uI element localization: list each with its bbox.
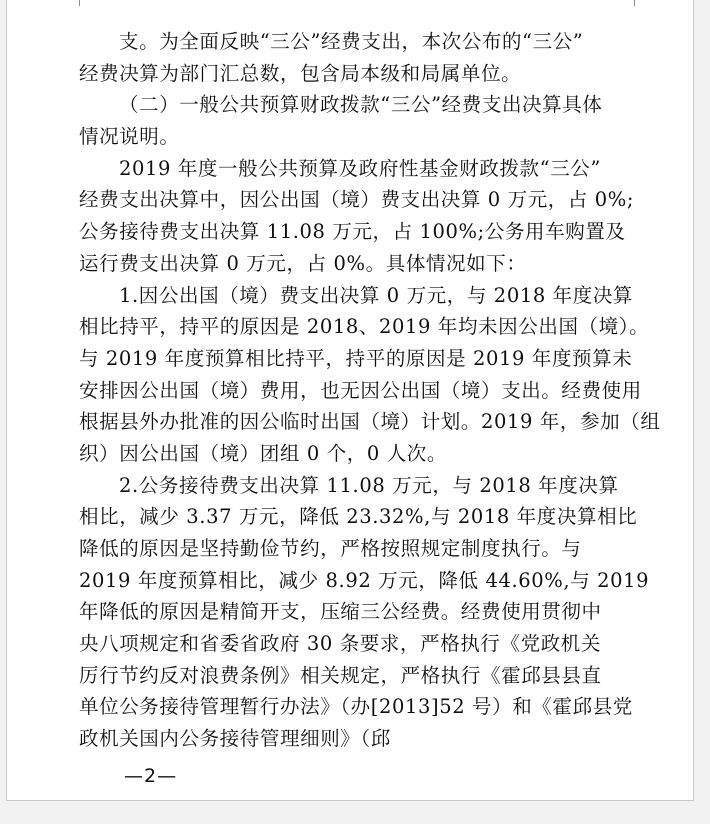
text-line: 相比持平，持平的原因是 2018、2019 年均未因公出国（境）。 — [79, 315, 650, 339]
crop-mark-right — [634, 0, 635, 6]
text-line: 央八项规定和省委省政府 30 条要求，严格执行《党政机关 — [79, 632, 602, 656]
text-line: 2.公务接待费支出决算 11.08 万元，与 2018 年度决算 — [119, 473, 619, 497]
page-number: —2— — [124, 765, 178, 787]
text-line: 年降低的原因是精简开支，压缩三公经费。经费使用贯彻中 — [79, 600, 602, 624]
text-line: 政机关国内公务接待管理细则》（邱 — [79, 727, 391, 751]
text-line: 根据县外办批准的因公临时出国（境）计划。2019 年，参加（组 — [79, 410, 661, 434]
text-line: 降低的原因是坚持勤俭节约，严格按照规定制度执行。与 — [79, 537, 582, 560]
text-line: 相比，减少 3.37 万元，降低 23.32%,与 2018 年度决算相比 — [79, 505, 638, 529]
text-line: 支。为全面反映“三公”经费支出，本次公布的“三公” — [119, 30, 584, 53]
text-line: 与 2019 年度预算相比持平，持平的原因是 2019 年度预算未 — [79, 346, 633, 370]
text-line: 经费决算为部门汇总数，包含局本级和局属单位。 — [79, 61, 522, 85]
text-line: （二）一般公共预算财政拨款“三公”经费支出决算具体 — [119, 93, 603, 117]
crop-mark-left — [79, 0, 80, 6]
text-line: 运行费支出决算 0 万元，占 0%。具体情况如下： — [79, 251, 527, 275]
text-line: 安排因公出国（境）费用，也无因公出国（境）支出。经费使用 — [79, 378, 642, 402]
text-line: 经费支出决算中，因公出国（境）费支出决算 0 万元，占 0%; — [79, 188, 635, 212]
text-line: 2019 年度预算相比，减少 8.92 万元，降低 44.60%,与 2019 — [79, 568, 650, 592]
document-page — [6, 0, 694, 801]
text-line: 2019 年度一般公共预算及政府性基金财政拨款“三公” — [119, 156, 601, 180]
text-line: 公务接待费支出决算 11.08 万元，占 100%;公务用车购置及 — [79, 220, 626, 244]
text-line: 织）因公出国（境）团组 0 个，0 人次。 — [79, 441, 448, 465]
text-line: 情况说明。 — [79, 125, 180, 149]
text-line: 厉行节约反对浪费条例》相关规定，严格执行《霍邱县县直 — [79, 663, 602, 687]
text-line: 单位公务接待管理暂行办法》（办[2013]52 号）和《霍邱县党 — [79, 695, 633, 719]
text-line: 1.因公出国（境）费支出决算 0 万元，与 2018 年度决算 — [119, 283, 634, 307]
body-text — [79, 26, 661, 755]
